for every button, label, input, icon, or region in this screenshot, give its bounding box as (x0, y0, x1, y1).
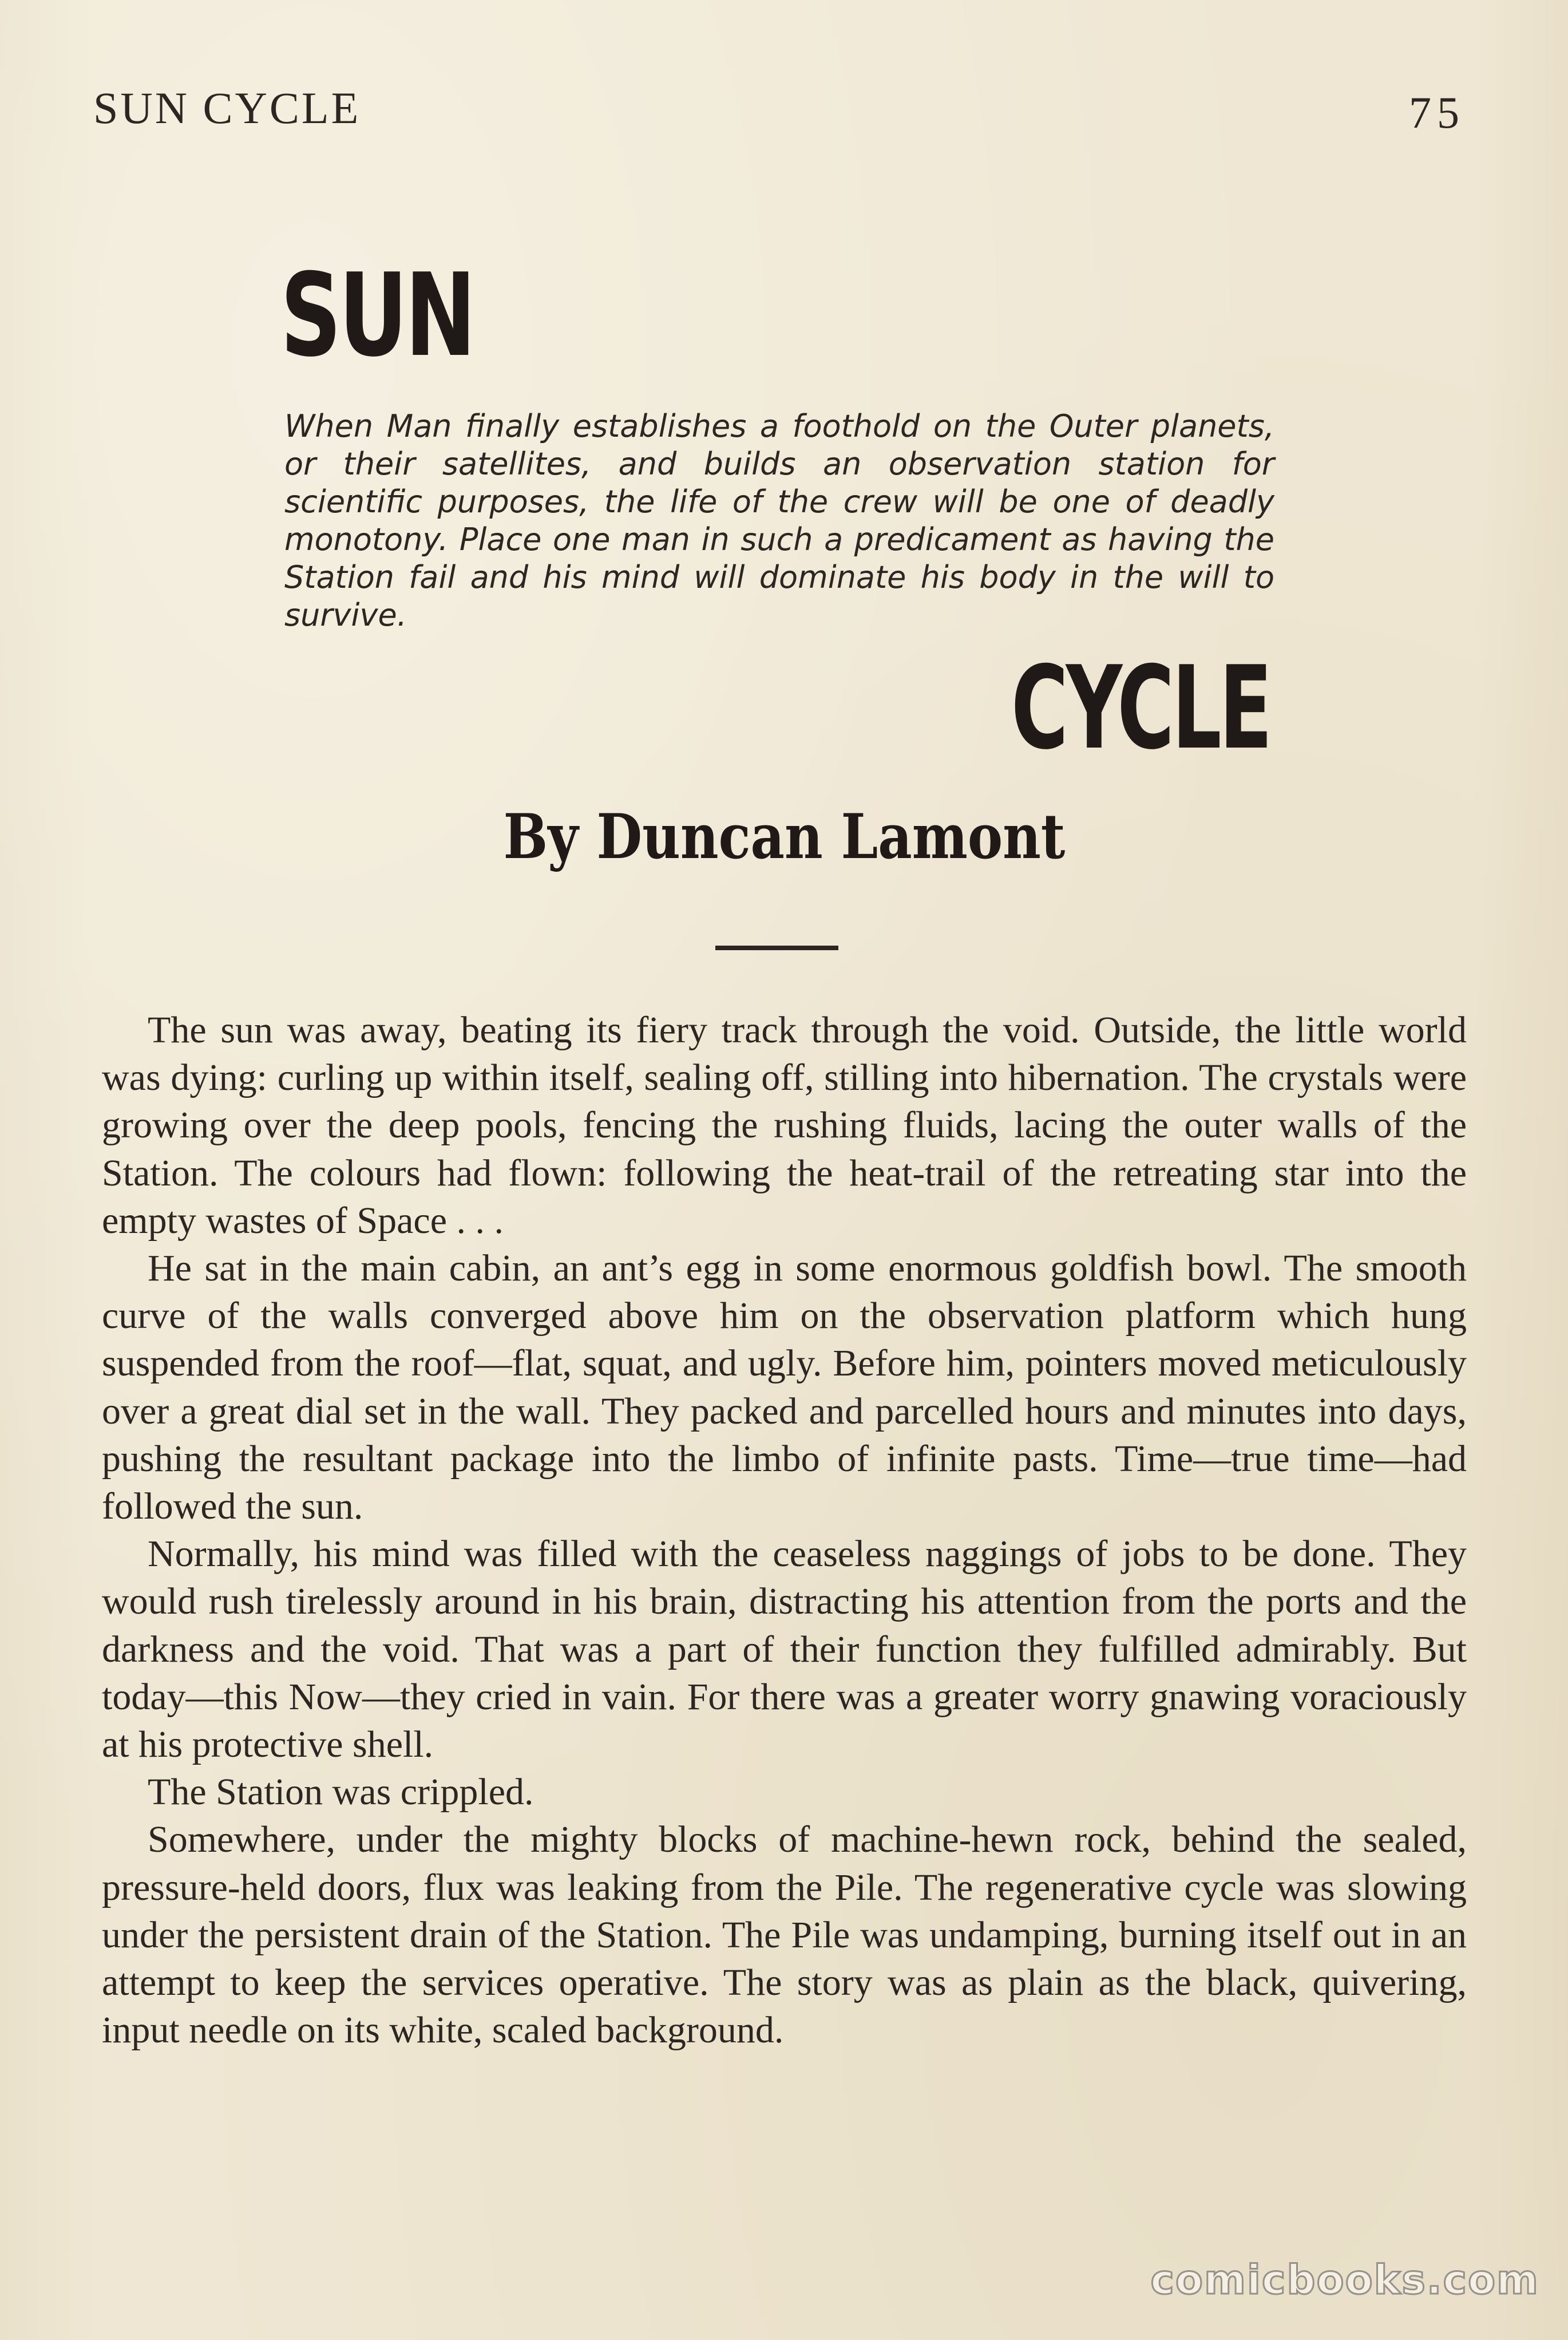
story-paragraph: He sat in the main cabin, an ant’s egg in some enormous goldfish bowl. The smooth curve of the walls converged above him on the observation platform which hung suspended from the roof—flat, squat, and ugly. Before him, pointers moved meticulously over a great dial set in the wall. They packed and parcelled hours and minutes into days, pushing the resultant package into the limbo of infinite pasts. Time—true time—had followed the sun. (102, 1247, 1467, 1528)
byline-text: By Duncan Lamont (503, 801, 1065, 873)
story-body (102, 1006, 1467, 2054)
story-paragraph: Normally, his mind was filled with the ceaseless naggings of jobs to be done. They would rush tirelessly around in his brain, distracting his attention from the ports and the darkness and the void. That was a part of their function they fulfilled admirably. But today—this Now—they cried in vain. For there was a greater worry gnawing voraciously at his protective shell. (102, 1533, 1467, 1766)
byline (0, 801, 1568, 873)
story-paragraph: The sun was away, beating its fiery track through the void. Outside, the little world was dying: curling up within itself, sealing off, stilling into hibernation. The crystals were growing over the deep pools, fencing the rushing fluids, lacing the outer walls of the Station. The colours had flown: following the heat-trail of the retreating star into the empty wastes of Space . . . (102, 1009, 1467, 1242)
running-head: SUN CYCLE (93, 83, 361, 133)
story-paragraph: The Station was crippled. (148, 1771, 534, 1813)
story-blurb: When Man finally establishes a foothold on the Outer planets, or their satellites, and builds an observation station for scientific purposes, the life of the crew will be one of deadly monotony. Place one man in such a predicament as having the Station fail and his mind will dominate his body in the will to survive. (284, 408, 1274, 633)
story-title-second-word: CYCLE (1011, 642, 1270, 775)
story-paragraph: Somewhere, under the mighty blocks of machine-hewn rock, behind the sealed, pressure-held doors, flux was leaking from the Pile. The regenerative cycle was slowing under the persistent drain of the Station. The Pile was undamping, burning itself out in an attempt to keep the services operative. The story was as plain as the black, quivering, input needle on its white, scaled background. (102, 1819, 1467, 2052)
watermark: comicbooks.com (1150, 2256, 1539, 2303)
story-title-first-word: SUN (280, 249, 474, 382)
title-divider (715, 946, 838, 950)
page-number: 75 (1409, 88, 1465, 137)
